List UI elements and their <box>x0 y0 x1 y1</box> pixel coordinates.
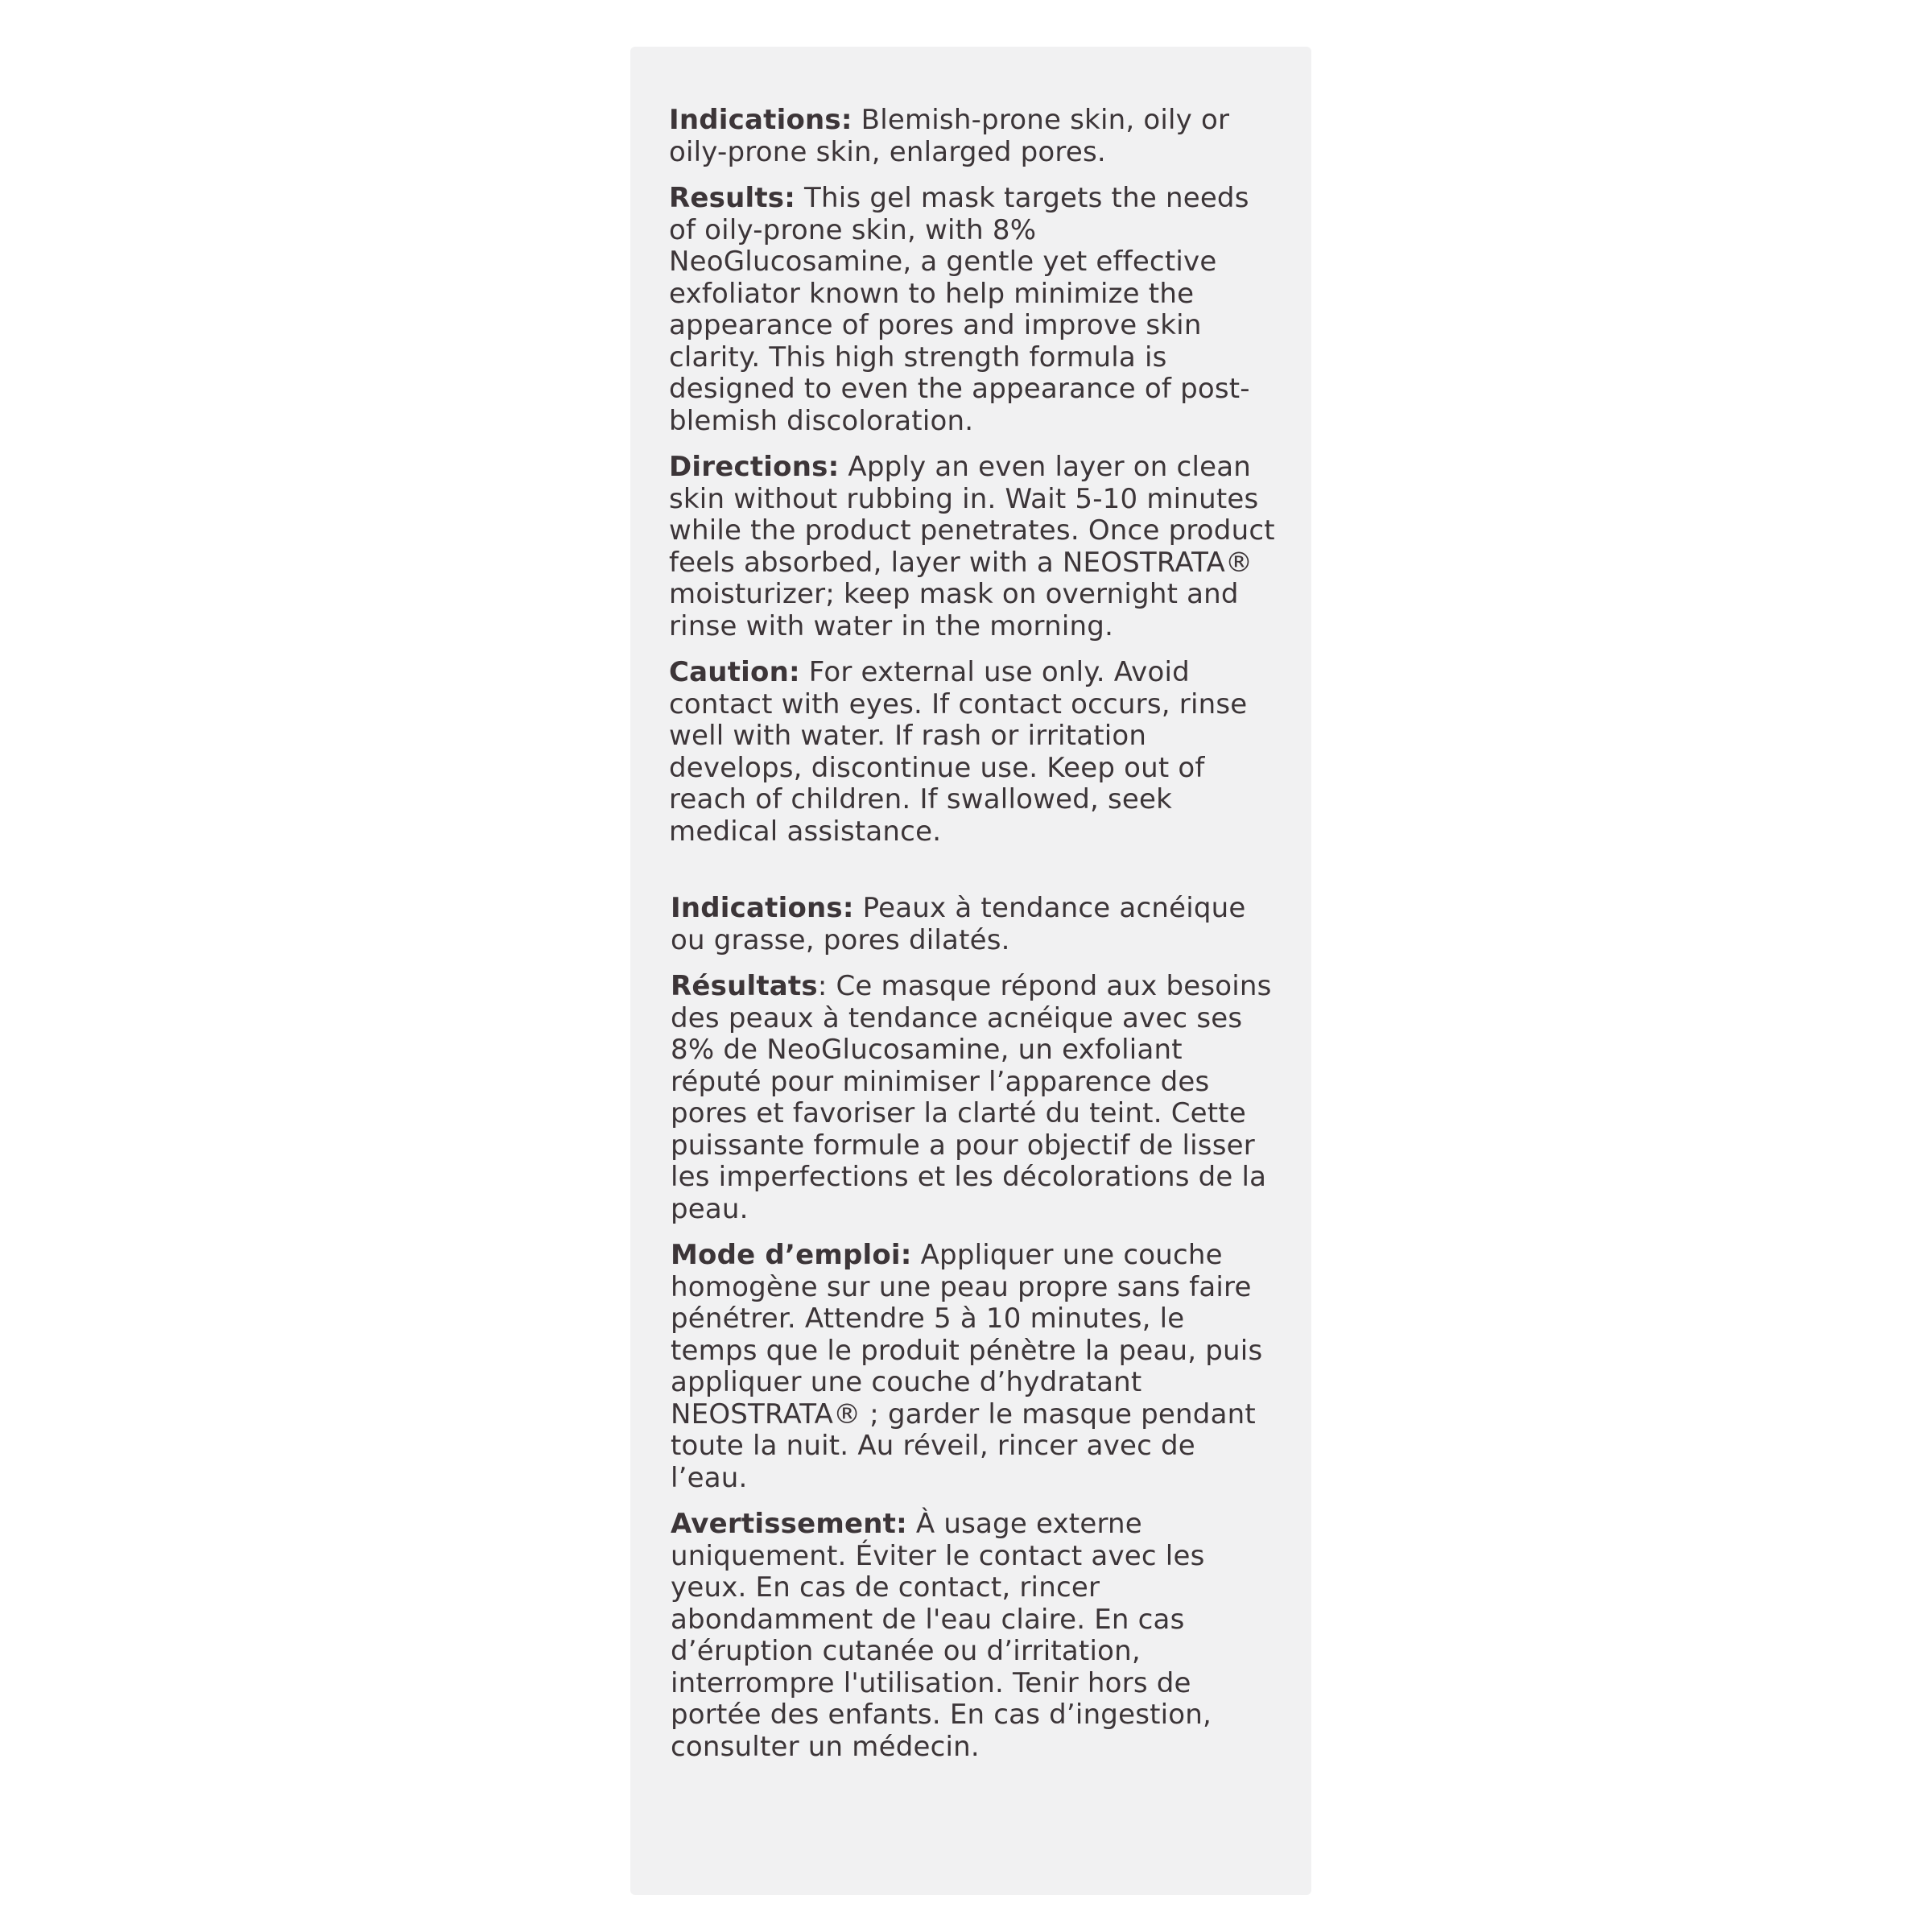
fr-caution-text: À usage externe uniquement. Éviter le contact avec les yeux. En cas de contact, rincer abondamment de l'eau claire. En cas d’éruption cutanée ou d’irritation, interrompre l'utilisation. Tenir hors de portée des enfants. En cas d’ingestion, consulter un médecin. <box>671 1508 1212 1763</box>
label-panel <box>630 47 1311 1895</box>
fr-indications-text: Peaux à tendance acnéique ou grasse, pores dilatés. <box>671 892 1246 956</box>
en-indications-text: Blemish-prone skin, oily or oily-prone skin, enlarged pores. <box>669 104 1230 168</box>
fr-directions-label: Mode d’emploi: <box>671 1239 912 1271</box>
fr-caution-label: Avertissement: <box>671 1508 907 1540</box>
en-caution-text: For external use only. Avoid contact with eyes. If contact occurs, rinse well with water. If rash or irritation develops, discontinue use. Keep out of reach of children. If swallowed, seek medical assistance. <box>669 656 1248 848</box>
en-results <box>669 183 1279 437</box>
fr-results <box>671 971 1279 1225</box>
en-directions <box>669 452 1279 642</box>
language-divider-space <box>669 862 1279 893</box>
fr-indications-label: Indications: <box>671 892 854 924</box>
en-results-text: This gel mask targets the needs of oily-prone skin, with 8% NeoGlucosamine, a gentle yet effective exfoliator known to help minimize the appearance of pores and improve skin clarity. This high strength formula is designed to even the appearance of post-blemish discoloration. <box>669 182 1250 437</box>
en-caution-label: Caution: <box>669 656 800 688</box>
en-directions-label: Directions: <box>669 451 840 483</box>
en-directions-text: Apply an even layer on clean skin without rubbing in. Wait 5-10 minutes while the product penetrates. Once product feels absorbed, layer with a NEOSTRATA® moisturizer; keep mask on overnight and rinse with water in the morning. <box>669 451 1275 642</box>
fr-directions <box>671 1240 1279 1494</box>
fr-caution <box>671 1509 1279 1763</box>
fr-directions-text: Appliquer une couche homogène sur une peau propre sans faire pénétrer. Attendre 5 à 10 minutes, le temps que le produit pénètre la peau, puis appliquer une couche d’hydratant NEOSTRATA® ; garder le masque pendant toute la nuit. Au réveil, rincer avec de l’eau. <box>671 1239 1263 1494</box>
en-indications <box>669 105 1279 168</box>
en-caution <box>669 657 1279 848</box>
fr-results-label: Résultats <box>671 970 818 1002</box>
fr-indications <box>671 893 1279 956</box>
en-results-label: Results: <box>669 182 796 214</box>
french-section <box>669 893 1279 1763</box>
en-indications-label: Indications: <box>669 104 852 136</box>
english-section <box>669 105 1279 848</box>
fr-results-text: : Ce masque répond aux besoins des peaux à tendance acnéique avec ses 8% de NeoGlucosamine, un exfoliant réputé pour minimiser l’apparence des pores et favoriser la clarté du teint. Cette puissante formule a pour objectif de lisser les imperfections et les décolorations de la peau. <box>671 970 1272 1225</box>
